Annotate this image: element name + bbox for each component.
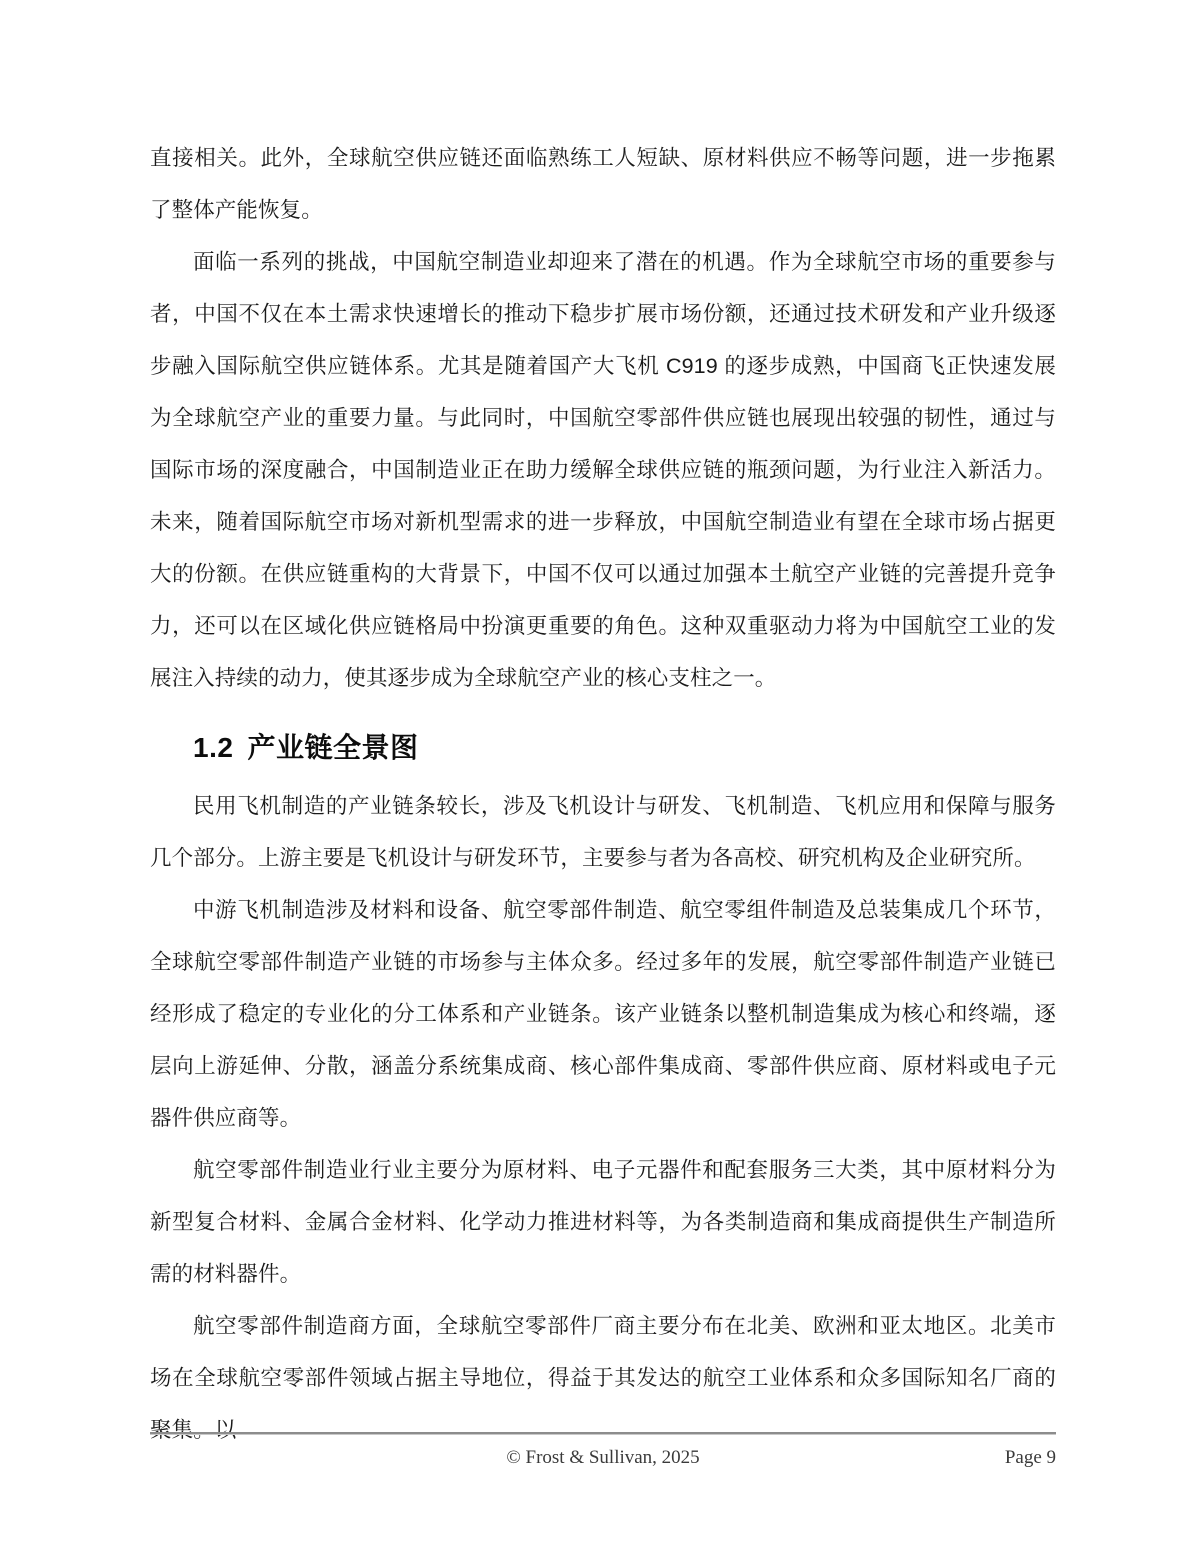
footer-copyright: © Frost & Sullivan, 2025: [506, 1447, 700, 1468]
paragraph: 航空零部件制造商方面，全球航空零部件厂商主要分布在北美、欧洲和亚太地区。北美市场在全球航空零部件领域占据主导地位，得益于其发达的航空工业体系和众多国际知名厂商的聚集。以: [150, 1314, 1056, 1442]
section-title: 产业链全景图: [247, 732, 419, 763]
footer-page-number: Page 9: [1004, 1447, 1056, 1468]
paragraph: 直接相关。此外，全球航空供应链还面临熟练工人短缺、原材料供应不畅等问题，进一步拖累了整体产能恢复。: [150, 146, 1056, 222]
paragraph: 中游飞机制造涉及材料和设备、航空零部件制造、航空零组件制造及总装集成几个环节，全球航空零部件制造产业链的市场参与主体众多。经过多年的发展，航空零部件制造产业链已经形成了稳定的专业化的分工体系和产业链条。该产业链条以整机制造集成为核心和终端，逐层向上游延伸、分散，涵盖分系统集成商、核心部件集成商、零部件供应商、原材料或电子元器件供应商等。: [150, 898, 1056, 1130]
footer-divider: [150, 1432, 1056, 1435]
page-content: [150, 132, 1056, 1456]
footer-row: [150, 1447, 1056, 1477]
page-footer: [150, 1432, 1056, 1477]
section-heading: [150, 722, 1056, 774]
section-number: 1.2: [193, 732, 234, 763]
paragraph: 民用飞机制造的产业链条较长，涉及飞机设计与研发、飞机制造、飞机应用和保障与服务几个部分。上游主要是飞机设计与研发环节，主要参与者为各高校、研究机构及企业研究所。: [150, 794, 1056, 870]
paragraph: 面临一系列的挑战，中国航空制造业却迎来了潜在的机遇。作为全球航空市场的重要参与者，中国不仅在本土需求快速增长的推动下稳步扩展市场份额，还通过技术研发和产业升级逐步融入国际航空供应链体系。尤其是随着国产大飞机 C919 的逐步成熟，中国商飞正快速发展为全球航空产业的重要力量。与此同时，中国航空零部件供应链也展现出较强的韧性，通过与国际市场的深度融合，中国制造业正在助力缓解全球供应链的瓶颈问题，为行业注入新活力。未来，随着国际航空市场对新机型需求的进一步释放，中国航空制造业有望在全球市场占据更大的份额。在供应链重构的大背景下，中国不仅可以通过加强本土航空产业链的完善提升竞争力，还可以在区域化供应链格局中扮演更重要的角色。这种双重驱动力将为中国航空工业的发展注入持续的动力，使其逐步成为全球航空产业的核心支柱之一。: [150, 250, 1056, 690]
paragraph: 航空零部件制造业行业主要分为原材料、电子元器件和配套服务三大类，其中原材料分为新型复合材料、金属合金材料、化学动力推进材料等，为各类制造商和集成商提供生产制造所需的材料器件。: [150, 1158, 1056, 1286]
